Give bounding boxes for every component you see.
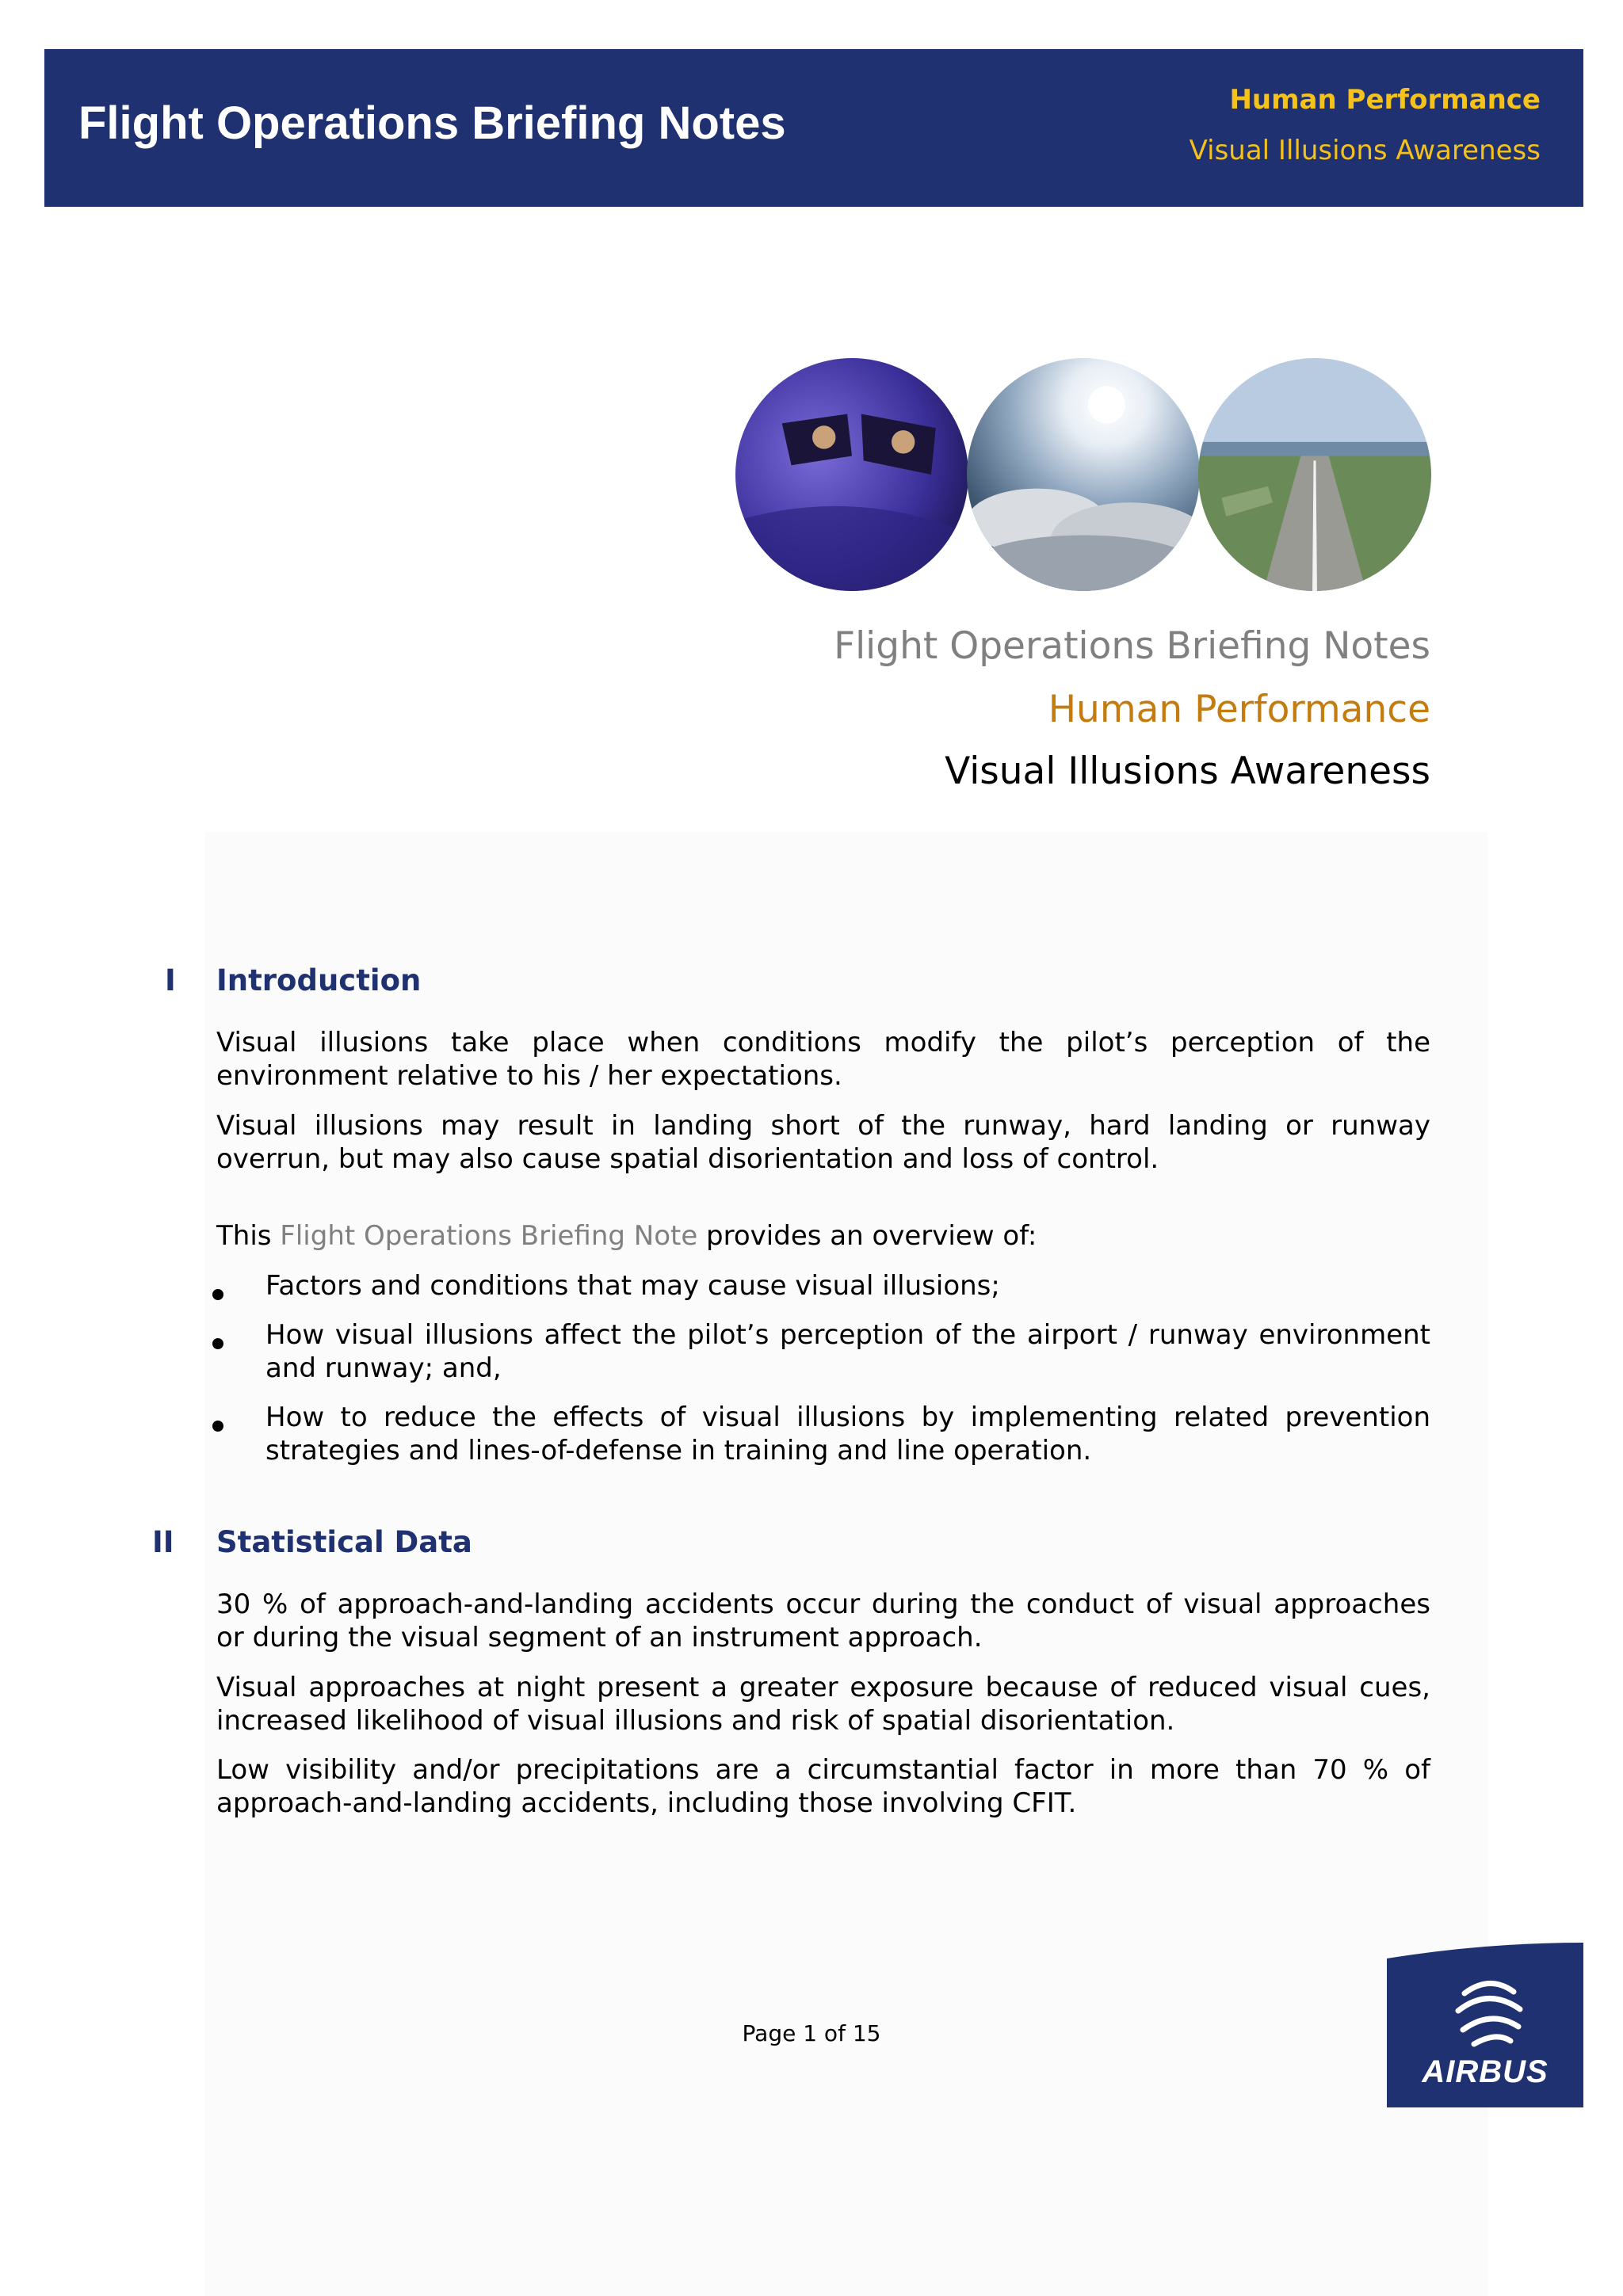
overview-prefix: This	[216, 1220, 281, 1252]
logo-text: AIRBUS	[1422, 2054, 1549, 2089]
overview-highlight: Flight Operations Briefing Note	[280, 1220, 698, 1252]
cover-category: Human Performance	[1048, 688, 1430, 731]
bullet-icon	[212, 1421, 223, 1432]
airbus-logo	[1387, 1943, 1583, 2107]
paragraph: Visual illusions may result in landing short of the runway, hard landing or runway overrun, but may also cause spatial disorientation and loss of control.	[216, 1110, 1430, 1175]
paragraph: 30 % of approach-and-landing accidents occur during the conduct of visual approaches or during the visual segment of an instrument approach.	[216, 1589, 1430, 1653]
overview-suffix: provides an overview of:	[697, 1220, 1037, 1252]
cover-title: Flight Operations Briefing Notes	[834, 624, 1430, 668]
section-number: II	[152, 1525, 174, 1559]
list-item: How visual illusions affect the pilot’s perception of the airport / runway environment and runway; and,	[265, 1319, 1430, 1384]
bullet-icon	[212, 1289, 223, 1300]
cockpit-photo	[735, 358, 968, 591]
page-number: Page 1 of 15	[742, 2020, 881, 2046]
paragraph: Visual approaches at night present a greater exposure because of reduced visual cues, increased likelihood of visual illusions and risk of spatial disorientation.	[216, 1672, 1430, 1737]
overview-paragraph	[216, 1219, 1430, 1253]
bullet-icon	[212, 1338, 223, 1349]
section-number: I	[165, 963, 176, 997]
section-title: Introduction	[216, 963, 422, 997]
section-title: Statistical Data	[216, 1525, 472, 1559]
paragraph: Low visibility and/or precipitations are a circumstantial factor in more than 70 % of approach-and-landing accidents, including those involving CFIT.	[216, 1754, 1430, 1819]
header-subtitle: Visual Illusions Awareness	[1189, 135, 1541, 166]
cover-subject: Visual Illusions Awareness	[945, 749, 1430, 793]
paragraph: Visual illusions take place when conditions modify the pilot’s perception of the environment relative to his / her expectations.	[216, 1027, 1430, 1092]
sun-clouds-photo	[967, 358, 1200, 591]
header-category: Human Performance	[1229, 84, 1541, 116]
runway-photo	[1198, 358, 1431, 591]
list-item: Factors and conditions that may cause visual illusions;	[265, 1270, 1000, 1302]
header-band	[44, 49, 1583, 207]
header-title: Flight Operations Briefing Notes	[78, 97, 786, 149]
list-item: How to reduce the effects of visual illusions by implementing related prevention strategies and lines-of-defense in training and line operation.	[265, 1402, 1430, 1466]
